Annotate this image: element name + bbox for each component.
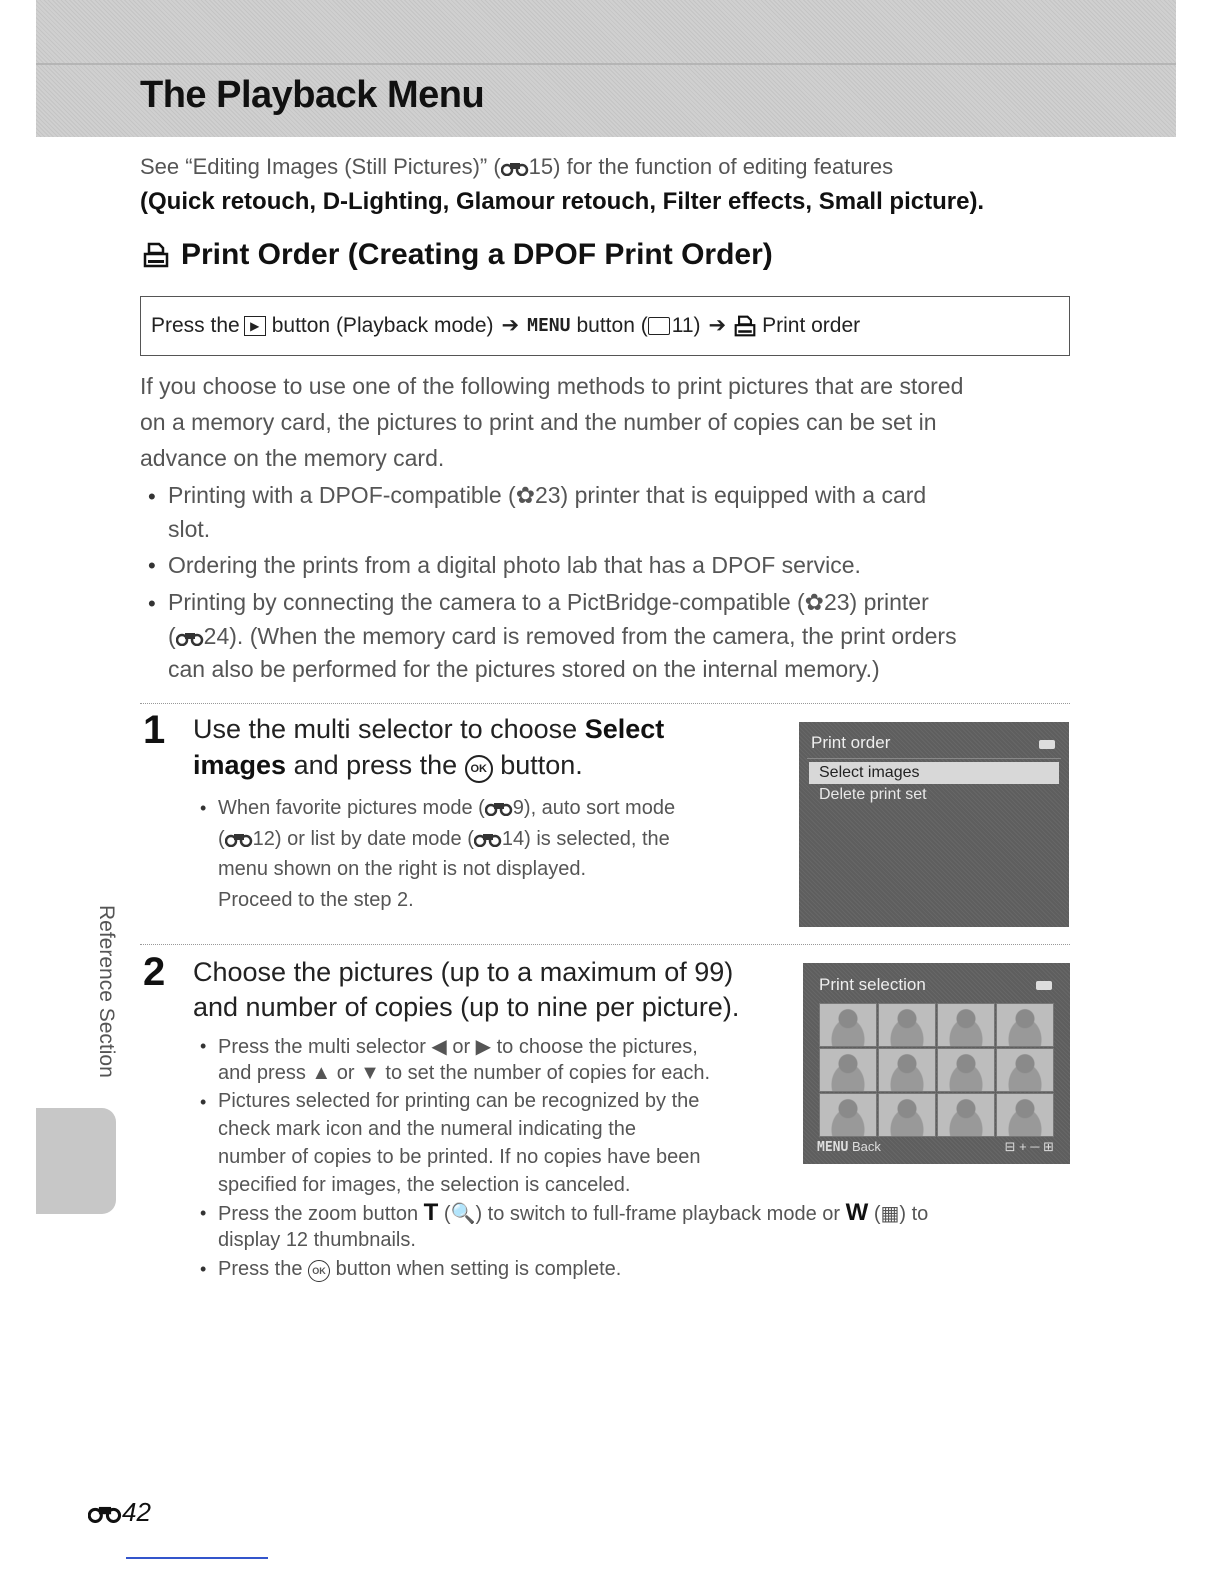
body-paragraph-line: If you choose to use one of the following methods to print pictures that are stored xyxy=(140,373,964,399)
list-item-continued: and press ▲ or ▼ to set the number of copies for each. xyxy=(218,1062,711,1084)
playback-button-icon: ▶ xyxy=(244,316,266,336)
step-number: 1 xyxy=(143,708,166,752)
back-hint: MENU Back xyxy=(817,1139,881,1155)
ok-button-icon: OK xyxy=(308,1260,330,1282)
body-paragraph-line: on a memory card, the pictures to print and the number of copies can be set in xyxy=(140,409,937,435)
thumbnail[interactable] xyxy=(878,1093,936,1137)
step-heading: Choose the pictures (up to a maximum of 99) xyxy=(193,957,734,987)
section-heading: Print Order (Creating a DPOF Print Order) xyxy=(143,238,773,272)
list-item-continued: Proceed to the step 2. xyxy=(218,889,414,911)
step-heading: images and press the OK button. xyxy=(193,750,583,783)
side-section-label: Reference Section xyxy=(95,905,118,1078)
intro-line-2: (Quick retouch, D-Lighting, Glamour retouch, Filter effects, Small picture). xyxy=(140,188,985,215)
printer-setting-icon: ✿ xyxy=(804,589,824,615)
list-item-continued: number of copies to be printed. If no copies have been xyxy=(218,1146,701,1168)
page-number: 42 xyxy=(88,1497,151,1528)
reference-section-icon xyxy=(176,630,204,646)
bullet-dot: • xyxy=(148,591,156,616)
list-item: Printing by connecting the camera to a PictBridge-compatible (✿23) printer xyxy=(168,589,929,615)
thumbnail[interactable] xyxy=(878,1003,936,1047)
ok-button-icon: OK xyxy=(465,755,493,783)
list-item-continued: check mark icon and the numeral indicating the xyxy=(218,1118,637,1140)
list-item: Ordering the prints from a digital photo lab that has a DPOF service. xyxy=(168,552,861,578)
list-item-continued: specified for images, the selection is canceled. xyxy=(218,1174,631,1196)
reference-section-icon xyxy=(485,800,513,816)
thumbnail[interactable] xyxy=(937,1003,995,1047)
thumbnail[interactable] xyxy=(937,1093,995,1137)
arrow-right-icon: ➔ xyxy=(708,314,727,337)
bullet-dot: • xyxy=(200,798,207,818)
thumbnail[interactable] xyxy=(819,1048,877,1092)
thumbnail[interactable] xyxy=(878,1048,936,1092)
reference-section-icon xyxy=(474,831,502,847)
print-order-screen xyxy=(799,722,1069,927)
reference-section-icon xyxy=(225,831,253,847)
screen-title: Print order xyxy=(811,733,891,752)
step-heading: Use the multi selector to choose Select xyxy=(193,714,665,744)
list-item-continued: slot. xyxy=(168,516,211,542)
page-title: The Playback Menu xyxy=(140,74,485,116)
thumbnail[interactable] xyxy=(996,1048,1054,1092)
footer-rule xyxy=(126,1557,268,1559)
navigation-path: Press the ▶ button (Playback mode) ➔ MENU button ( 11) ➔ Print order xyxy=(151,313,861,337)
menu-item-select-images[interactable]: Select images xyxy=(809,762,1059,784)
thumbnail[interactable] xyxy=(819,1003,877,1047)
print-order-icon xyxy=(734,315,756,337)
arrow-right-icon: ➔ xyxy=(501,314,520,337)
battery-icon xyxy=(1036,981,1052,990)
list-item: Press the zoom button T (🔍) to switch to full-frame playback mode or W (▦) to xyxy=(218,1199,929,1226)
bullet-dot: • xyxy=(200,1203,207,1223)
zoom-in-icon: (🔍) xyxy=(438,1203,483,1225)
menu-button-label: MENU xyxy=(527,315,571,336)
list-item-continued: can also be performed for the pictures stored on the internal memory.) xyxy=(168,656,880,682)
copies-control-icon: ⊟ + ─ ⊞ xyxy=(1004,1139,1054,1154)
list-item: Pictures selected for printing can be recognized by the xyxy=(218,1090,700,1112)
intro-line-1: See “Editing Images (Still Pictures)” ( 15) for the function of editing features xyxy=(140,154,894,179)
thumbnail[interactable] xyxy=(819,1093,877,1137)
list-item: Press the OK button when setting is complete. xyxy=(218,1258,622,1280)
thumbnail[interactable] xyxy=(996,1093,1054,1137)
menu-item-delete-print-set[interactable]: Delete print set xyxy=(819,786,927,803)
section-tab xyxy=(36,1108,116,1214)
divider xyxy=(140,944,1070,945)
thumbnail[interactable] xyxy=(937,1048,995,1092)
list-item-continued: display 12 thumbnails. xyxy=(218,1229,416,1251)
header-rule xyxy=(36,63,1176,65)
bullet-dot: • xyxy=(200,1092,207,1112)
reference-section-icon xyxy=(88,1503,122,1523)
divider xyxy=(807,758,1061,759)
book-icon xyxy=(648,317,670,335)
step-heading: and number of copies (up to nine per picture). xyxy=(193,992,740,1022)
list-item: Press the multi selector ◀ or ▶ to choose the pictures, xyxy=(218,1036,698,1058)
list-item-continued: ( 24). (When the memory card is removed from the camera, the print orders xyxy=(168,623,957,649)
bullet-dot: • xyxy=(148,553,156,578)
bullet-dot: • xyxy=(200,1259,207,1279)
screen-title: Print selection xyxy=(819,975,926,994)
battery-icon xyxy=(1039,740,1055,749)
list-item: When favorite pictures mode ( 9), auto sort mode xyxy=(218,797,676,819)
bullet-dot: • xyxy=(148,484,156,509)
print-selection-screen xyxy=(803,963,1070,1164)
thumbnail-icon: (▦) xyxy=(868,1203,907,1225)
list-item-continued: ( 12) or list by date mode ( 14) is selected, the xyxy=(218,828,670,850)
divider xyxy=(140,703,1070,704)
list-item-continued: menu shown on the right is not displayed. xyxy=(218,858,586,880)
step-number: 2 xyxy=(143,950,166,994)
body-paragraph-line: advance on the memory card. xyxy=(140,445,445,471)
thumbnail[interactable] xyxy=(996,1003,1054,1047)
list-item: Printing with a DPOF-compatible (✿23) printer that is equipped with a card xyxy=(168,482,927,508)
print-order-icon xyxy=(143,242,169,268)
bullet-dot: • xyxy=(200,1036,207,1056)
reference-section-icon xyxy=(501,160,529,176)
printer-setting-icon: ✿ xyxy=(515,482,535,508)
